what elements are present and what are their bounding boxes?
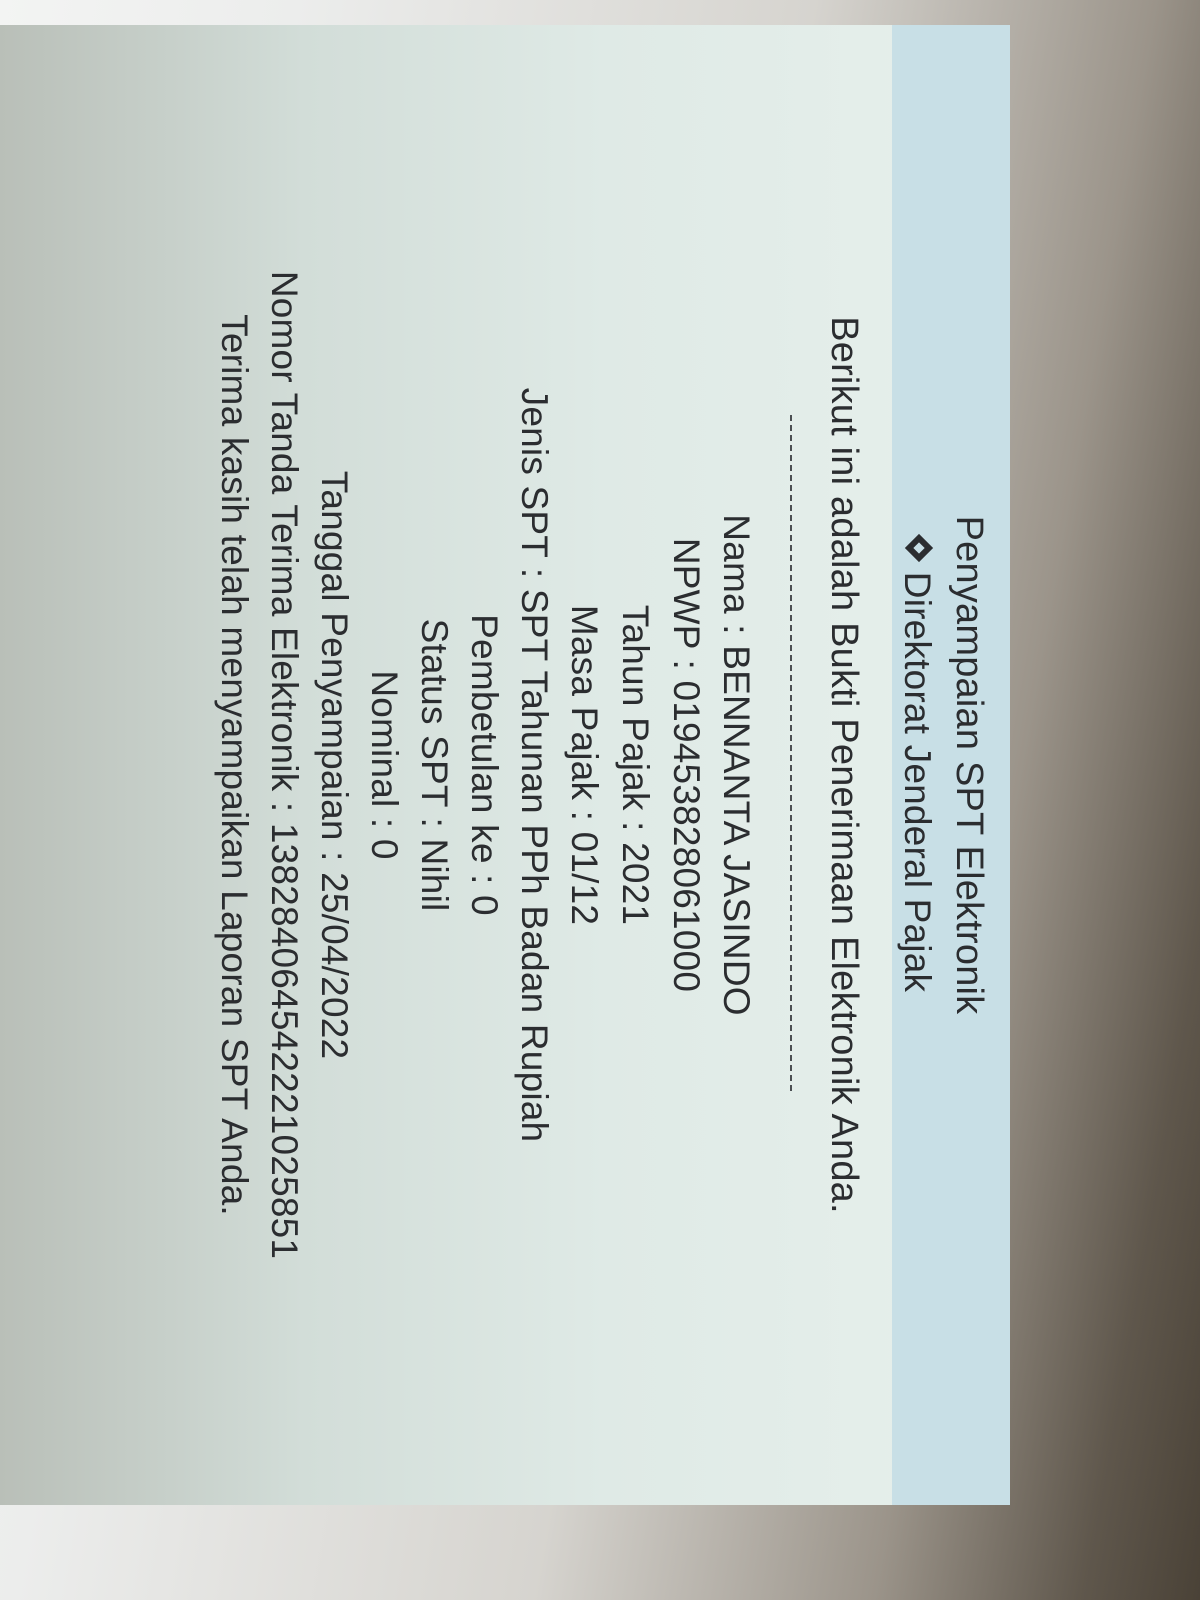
field-tahun-pajak: Tahun Pajak : 2021: [615, 604, 656, 926]
intro-text: Berikut ini adalah Bukti Penerimaan Elektronik Anda.: [823, 316, 865, 1214]
receipt-paper: [0, 25, 1010, 1505]
dashed-separator: [790, 415, 792, 1091]
field-masa-pajak: Masa Pajak : 01/12: [564, 604, 605, 926]
field-nomor-tanda-terima: Nomor Tanda Terima Elektronik : 138284064542221025851: [264, 270, 305, 1260]
organization-line: [896, 25, 938, 1505]
field-pembetulan: Pembetulan ke : 0: [464, 614, 505, 916]
field-nominal: Nominal : 0: [364, 670, 405, 860]
field-tanggal-penyampaian: Tanggal Penyampaian : 25/04/2022: [314, 470, 355, 1060]
organization-name: Direktorat Jenderal Pajak: [897, 571, 938, 993]
field-npwp: NPWP : 019453828061000: [666, 537, 707, 993]
field-jenis-spt: Jenis SPT : SPT Tahunan PPh Badan Rupiah: [514, 387, 555, 1143]
field-status-spt: Status SPT : Nihil: [414, 618, 455, 912]
receipt-title: Penyampaian SPT Elektronik: [948, 515, 990, 1015]
thank-you-text: Terima kasih telah menyampaikan Laporan SPT Anda.: [214, 314, 255, 1216]
djp-diamond-icon: [905, 534, 933, 562]
field-nama: Nama : BENNANTA JASINDO: [716, 514, 757, 1016]
